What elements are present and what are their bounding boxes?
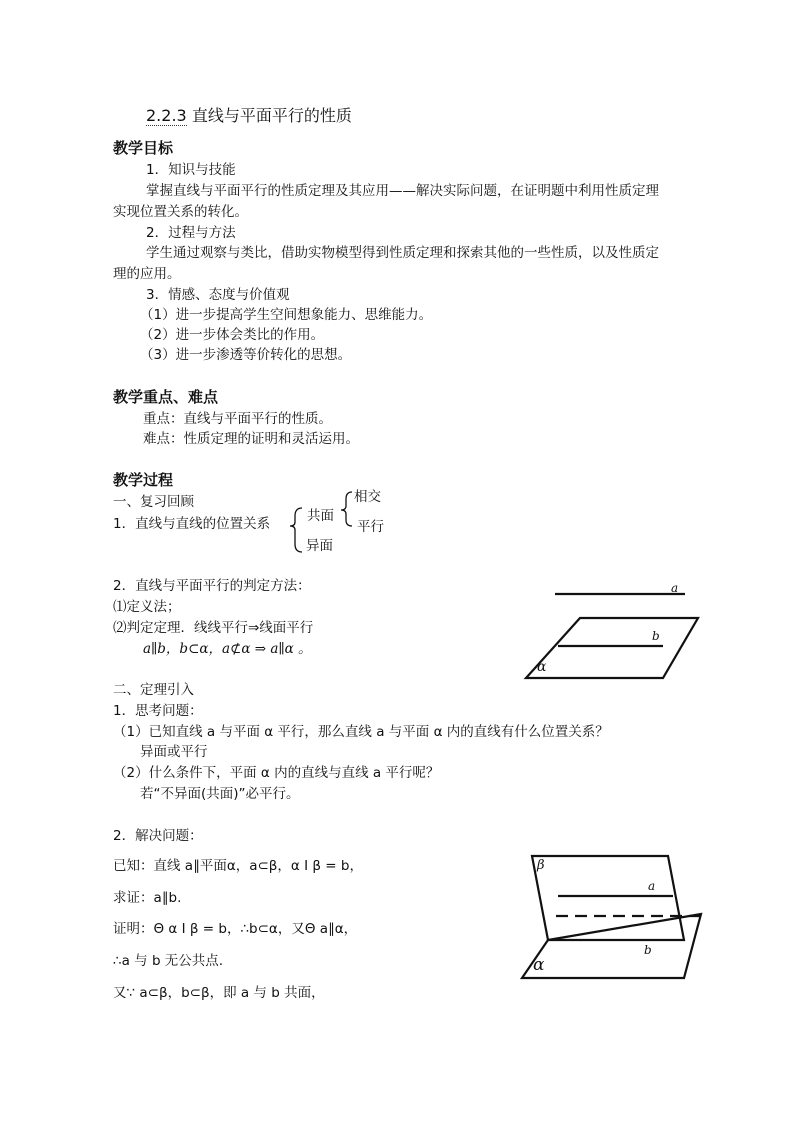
goal-3-item: （1）进一步提高学生空间想象能力、思维能力。 — [140, 307, 433, 323]
judge-theorem: ⑵判定定理．线线平行⇒线面平行 — [113, 620, 314, 636]
question-1: （1）已知直线 a 与平面 α 平行，那么直线 a 与平面 α 内的直线有什么位置关系？ — [113, 724, 609, 740]
fig2-label-b: b — [644, 943, 652, 957]
given: 已知：直线 a∥平面α，a⊂β，α I β = b， — [113, 858, 363, 874]
judge-title: 2．直线与平面平行的判定方法： — [113, 578, 311, 594]
proof-line-1: 证明：Θ α I β = b，∴b⊂α，又Θ a∥α， — [113, 921, 358, 937]
section-number: 2.2.3 — [146, 106, 187, 125]
goal-1-title: 1．知识与技能 — [146, 162, 236, 178]
inner-brace — [341, 492, 352, 526]
judge-definition: ⑴定义法； — [113, 599, 181, 615]
goal-3-item: （3）进一步渗透等价转化的思想。 — [140, 347, 352, 363]
key-point: 重点：直线与平面平行的性质。 — [143, 411, 332, 427]
goal-2-text: 学生通过观察与类比，借助实物模型得到性质定理和探索其他的一些性质，以及性质定 — [146, 245, 659, 261]
answer-1: 异面或平行 — [140, 744, 208, 760]
plane-alpha — [526, 618, 698, 678]
plane-alpha — [522, 914, 701, 978]
goal-3-item: （2）进一步体会类比的作用。 — [140, 327, 325, 343]
to-prove: 求证：a∥b. — [113, 890, 182, 906]
intro-title: 二、定理引入 — [113, 682, 194, 698]
label-coplanar: 共面 — [307, 508, 334, 524]
outer-brace — [290, 508, 302, 552]
review-title: 一、复习回顾 — [113, 494, 194, 510]
solve-title: 2．解决问题： — [113, 828, 203, 844]
fig1-label-a: a — [671, 581, 679, 595]
question-2: （2）什么条件下，平面 α 内的直线与直线 a 平行呢？ — [113, 765, 440, 781]
proof-line-2: ∴a 与 b 无公共点. — [113, 953, 224, 969]
two-planes-figure — [518, 850, 706, 982]
fig2-label-a: a — [648, 879, 656, 893]
keypoints-heading: 教学重点、难点 — [113, 388, 219, 406]
page-title — [146, 106, 352, 126]
fig1-label-b: b — [652, 629, 660, 643]
label-parallel: 平行 — [357, 519, 384, 535]
goal-1-text: 掌握直线与平面平行的性质定理及其应用——解决实际问题，在证明题中利用性质定理 — [146, 183, 659, 199]
label-intersect: 相交 — [354, 489, 381, 505]
think-title: 1．思考问题： — [113, 703, 203, 719]
difficult-point: 难点：性质定理的证明和灵活运用。 — [143, 431, 359, 447]
goal-2-text-cont: 理的应用。 — [113, 266, 181, 282]
judge-formula: a∥b，b⊂α，a⊄α ⇒ a∥α 。 — [143, 641, 312, 657]
goal-1-text-cont: 实现位置关系的转化。 — [113, 204, 248, 220]
fig2-label-beta: β — [537, 858, 545, 873]
goal-2-title: 2．过程与方法 — [146, 225, 236, 241]
fig2-label-alpha: α — [533, 955, 545, 975]
relation-title: 1．直线与直线的位置关系 — [113, 516, 271, 532]
process-heading: 教学过程 — [113, 471, 174, 489]
fig1-label-alpha: α — [537, 659, 547, 675]
label-skew: 异面 — [306, 538, 333, 554]
goal-3-title: 3．情感、态度与价值观 — [146, 287, 290, 303]
proof-line-3: 又∵ a⊂β，b⊂β，即 a 与 b 共面， — [113, 985, 325, 1001]
answer-2: 若“不异面(共面)”必平行。 — [140, 786, 300, 802]
title-text: 直线与平面平行的性质 — [191, 106, 352, 125]
plane-beta — [532, 856, 684, 940]
goals-heading: 教学目标 — [113, 139, 174, 157]
